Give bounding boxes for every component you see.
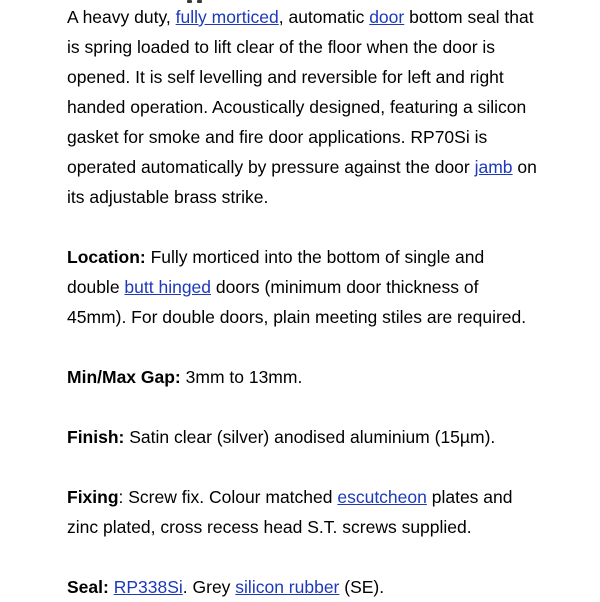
fixing-paragraph (67, 482, 539, 542)
finish-label: Finish: (67, 427, 125, 447)
fixing-text-2: plates and zinc plated, cross recess head S.T. screws supplied. (67, 487, 513, 537)
link-rp338si[interactable]: RP338Si (113, 577, 183, 597)
finish-paragraph (67, 422, 539, 452)
link-jamb[interactable]: jamb (474, 157, 513, 177)
location-paragraph (67, 242, 539, 332)
fixing-label: Fixing (67, 487, 119, 507)
gap-text: 3mm to 13mm. (180, 367, 303, 387)
intro-paragraph (67, 2, 539, 212)
finish-text: Satin clear (silver) anodised aluminium (15µm). (124, 427, 496, 447)
intro-text-4: on its adjustable brass strike. (67, 157, 537, 207)
link-silicon-rubber[interactable]: silicon rubber (235, 577, 340, 597)
location-label: Location: (67, 247, 146, 267)
link-butt-hinged[interactable]: butt hinged (124, 277, 212, 297)
location-text-1: Fully morticed into the bottom of single and double (67, 247, 485, 297)
gap-label: Min/Max Gap: (67, 367, 181, 387)
intro-text-2: , automatic (278, 7, 370, 27)
seal-label: Seal: (67, 577, 109, 597)
intro-text-3: bottom seal that is spring loaded to lift clear of the floor when the door is opened. It is self levelling and reversible for left and right handed operation. Acoustically designed, featuring a silicon gasket for smoke and fire door applications. RP70Si is operated automatically by pressure against the door (67, 7, 534, 177)
intro-text-1: A heavy duty, (67, 7, 176, 27)
gap-paragraph (67, 362, 539, 392)
link-fully-morticed[interactable]: fully morticed (175, 7, 279, 27)
link-escutcheon[interactable]: escutcheon (337, 487, 427, 507)
fixing-text-1: : Screw fix. Colour matched (118, 487, 338, 507)
link-door[interactable]: door (369, 7, 405, 27)
seal-text-2: . Grey (182, 577, 236, 597)
seal-text-3: (SE). (339, 577, 385, 597)
location-text-2: doors (minimum door thickness of 45mm). For double doors, plain meeting stiles are required. (67, 277, 527, 327)
seal-paragraph (67, 572, 539, 602)
